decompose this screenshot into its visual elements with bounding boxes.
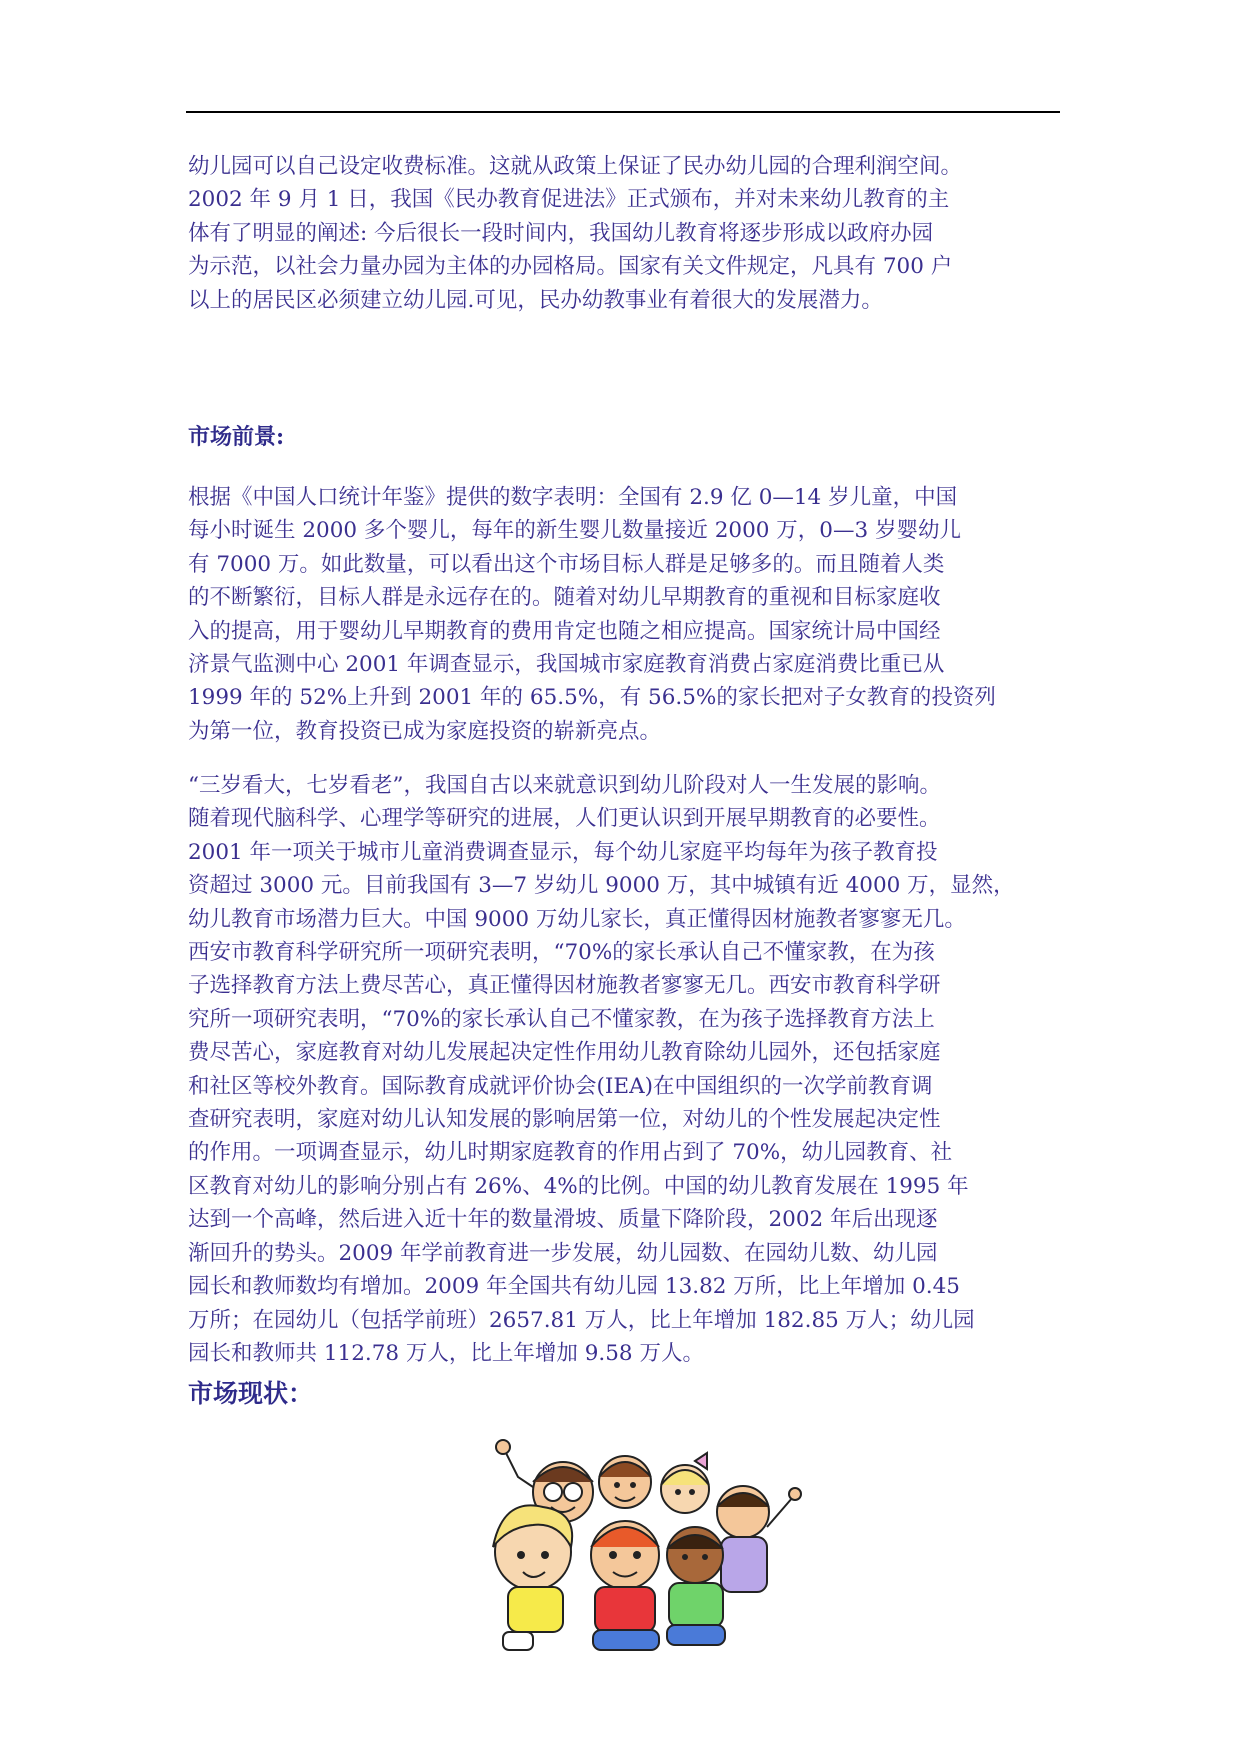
text-line: 费尽苦心，家庭教育对幼儿发展起决定性作用幼儿教育除幼儿园外，还包括家庭 [188,1040,941,1066]
text-line: 园长和教师数均有增加。2009 年全国共有幼儿园 13.82 万所，比上年增加 0.45 [188,1274,960,1300]
text-line: 以上的居民区必须建立幼儿园.可见，民办幼教事业有着很大的发展潜力。 [188,287,883,313]
text-line: 查研究表明，家庭对幼儿认知发展的影响居第一位，对幼儿的个性发展起决定性 [188,1107,941,1133]
child-purple-shirt [717,1486,801,1592]
child-green-shirt [667,1527,725,1645]
text-line: 随着现代脑科学、心理学等研究的进展，人们更认识到开展早期教育的必要性。 [188,806,941,832]
child-bow [661,1453,709,1513]
text-line: 的不断繁衍，目标人群是永远存在的。随着对幼儿早期教育的重视和目标家庭收 [188,585,941,611]
text-line: 和社区等校外教育。国际教育成就评价协会(IEA)在中国组织的一次学前教育调 [188,1073,933,1099]
text-line: 西安市教育科学研究所一项研究表明，“70%的家长承认自己不懂家教，在为孩 [188,940,935,966]
text-line: 每小时诞生 2000 多个婴儿，每年的新生婴儿数量接近 2000 万，0—3 岁婴幼儿 [188,518,961,544]
intro-paragraph [188,150,1060,317]
text-line: 根据《中国人口统计年鉴》提供的数字表明：全国有 2.9 亿 0—14 岁儿童，中国 [188,485,958,510]
section-heading-market-prospect: 市场前景: [188,424,285,450]
child-blonde [493,1505,572,1650]
market-prospect-paragraph-1 [188,481,1060,748]
text-line: 子选择教育方法上费尽苦心，真正懂得因材施教者寥寥无几。西安市教育科学研 [188,973,941,999]
text-line: 万所；在园幼儿（包括学前班）2657.81 万人，比上年增加 182.85 万人；幼儿园 [188,1307,975,1333]
child-brown-hair [599,1456,651,1508]
text-line: 为第一位，教育投资已成为家庭投资的崭新亮点。 [188,718,662,744]
text-line: 园长和教师共 112.78 万人，比上年增加 9.58 万人。 [188,1340,704,1366]
text-line: 入的提高，用于婴幼儿早期教育的费用肯定也随之相应提高。国家统计局中国经 [188,618,941,644]
text-line: 有 7000 万。如此数量，可以看出这个市场目标人群是足够多的。而且随着人类 [188,551,945,577]
text-line: 1999 年的 52%上升到 2001 年的 65.5%，有 56.5%的家长把对子女教育的投资列 [188,685,996,711]
text-line: 达到一个高峰，然后进入近十年的数量滑坡、质量下降阶段，2002 年后出现逐 [188,1207,938,1233]
text-line: 幼儿园可以自己设定收费标准。这就从政策上保证了民办幼儿园的合理利润空间。 [188,154,963,179]
market-prospect-paragraph-2 [188,769,1060,1370]
text-line: 幼儿教育市场潜力巨大。中国 9000 万幼儿家长，真正懂得因材施教者寥寥无几。 [188,906,966,932]
text-line: “三岁看大，七岁看老”，我国自古以来就意识到幼儿阶段对人一生发展的影响。 [188,773,941,798]
text-line: 究所一项研究表明，“70%的家长承认自己不懂家教，在为孩子选择教育方法上 [188,1006,935,1032]
text-line: 济景气监测中心 2001 年调查显示，我国城市家庭教育消费占家庭消费比重已从 [188,652,945,678]
child-red-shirt [591,1521,659,1650]
text-line: 为示范，以社会力量办园为主体的办园格局。国家有关文件规定，凡具有 700 户 [188,254,953,280]
text-line: 资超过 3000 元。目前我国有 3—7 岁幼儿 9000 万，其中城镇有近 4000 万，显然， [188,873,1015,899]
text-line: 2002 年 9 月 1 日，我国《民办教育促进法》正式颁布，并对未来幼儿教育的主 [188,187,950,213]
text-line: 区教育对幼儿的影响分别占有 26%、4%的比例。中国的幼儿教育发展在 1995 年 [188,1173,969,1199]
children-cartoon-illustration [463,1437,803,1657]
header-rule [186,111,1060,113]
text-line: 2001 年一项关于城市儿童消费调查显示，每个幼儿家庭平均每年为孩子教育投 [188,839,938,865]
text-line: 的作用。一项调查显示，幼儿时期家庭教育的作用占到了 70%，幼儿园教育、社 [188,1140,953,1166]
section-heading-market-status: 市场现状： [188,1379,314,1408]
text-line: 体有了明显的阐述: 今后很长一段时间内，我国幼儿教育将逐步形成以政府办园 [188,220,934,246]
text-line: 渐回升的势头。2009 年学前教育进一步发展，幼儿园数、在园幼儿数、幼儿园 [188,1240,938,1266]
